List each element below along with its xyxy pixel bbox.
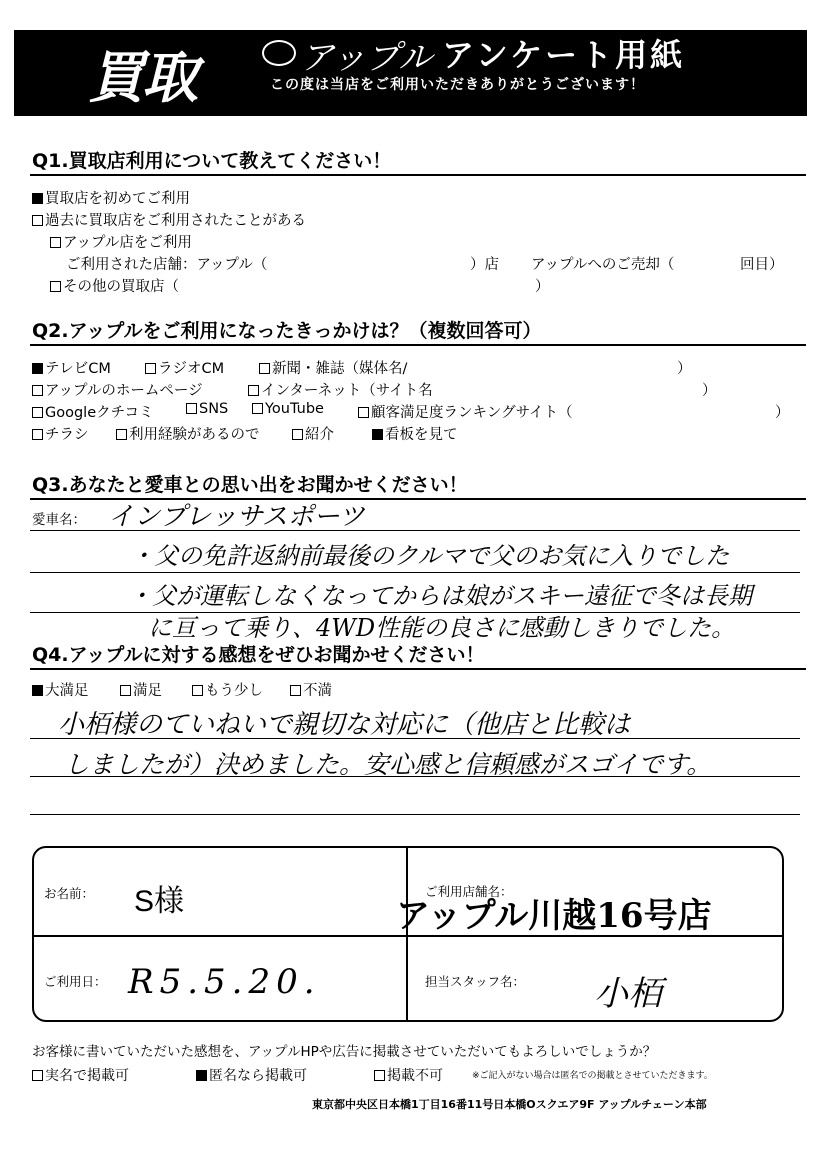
writing-line bbox=[30, 814, 800, 815]
checkbox[interactable] bbox=[32, 385, 43, 396]
car-name-value[interactable]: インプレッサスポーツ bbox=[108, 502, 365, 532]
footer-address: 東京都中央区日本橋1丁目16番11号日本橋Oスクエア9F アップルチェーン本部 bbox=[312, 1098, 707, 1111]
writing-line bbox=[30, 738, 800, 739]
checkbox[interactable] bbox=[32, 1070, 43, 1081]
checkbox[interactable] bbox=[116, 429, 127, 440]
q1-store-suffix: ）店 bbox=[470, 257, 499, 273]
q2-option-radio[interactable]: ラジオCM bbox=[145, 357, 224, 378]
checkbox[interactable] bbox=[145, 363, 156, 374]
q2-divider bbox=[30, 344, 806, 346]
store-name-value[interactable]: アップル川越16号店 bbox=[396, 896, 712, 936]
q1-store-label: ご利用された店舗：アップル（ bbox=[66, 257, 268, 273]
q2-option-sns[interactable]: SNS bbox=[186, 401, 228, 417]
checkbox[interactable] bbox=[50, 237, 61, 248]
q2-option-ranking[interactable]: 顧客満足度ランキングサイト（ bbox=[358, 401, 573, 422]
q2-option-youtube[interactable]: YouTube bbox=[252, 401, 324, 417]
q1-sell-label: アップルへのご売却（ bbox=[531, 257, 675, 273]
checkbox[interactable] bbox=[32, 407, 43, 418]
writing-line bbox=[30, 572, 800, 573]
q2-option-signboard[interactable]: 看板を見て bbox=[372, 423, 458, 444]
q4-option-very-satisfied[interactable]: 大満足 bbox=[32, 679, 89, 700]
q2-close-1: ） bbox=[677, 361, 692, 377]
apple-brand-icon bbox=[262, 40, 296, 66]
checkbox-checked[interactable] bbox=[32, 193, 43, 204]
writing-line bbox=[30, 530, 800, 531]
q4-option-unsatisfied[interactable]: 不満 bbox=[290, 679, 332, 700]
q3-memory-line-2[interactable]: ・父が運転しなくなってからは娘がスキー遠征で冬は長期 bbox=[128, 582, 752, 610]
writing-line bbox=[30, 776, 800, 777]
checkbox-checked[interactable] bbox=[32, 363, 43, 374]
q2-option-tv[interactable]: テレビCM bbox=[32, 357, 111, 378]
q3-heading: Q3.あなたと愛車との思い出をお聞かせください！ bbox=[32, 474, 468, 496]
q1-option-apple[interactable]: アップル店をご利用 bbox=[50, 231, 192, 252]
q4-option-bit-more[interactable]: もう少し bbox=[192, 679, 263, 700]
staff-value[interactable]: 小栢 bbox=[594, 974, 662, 1014]
checkbox[interactable] bbox=[50, 281, 61, 292]
checkbox[interactable] bbox=[32, 215, 43, 226]
q4-option-satisfied[interactable]: 満足 bbox=[120, 679, 162, 700]
checkbox[interactable] bbox=[192, 685, 203, 696]
consent-real-name[interactable]: 実名で掲載可 bbox=[32, 1065, 129, 1085]
q1-option-first[interactable]: 買取店を初めてご利用 bbox=[32, 187, 190, 208]
name-value[interactable]: S様 bbox=[134, 885, 185, 918]
q2-option-referral[interactable]: 紹介 bbox=[292, 423, 334, 444]
q3-memory-line-1[interactable]: ・父の免許返納前最後のクルマで父のお気に入りでした bbox=[130, 542, 730, 570]
q2-option-google[interactable]: Googleクチコミ bbox=[32, 401, 154, 422]
q2-close-2: ） bbox=[702, 383, 717, 399]
checkbox[interactable] bbox=[32, 429, 43, 440]
consent-question: お客様に書いていただいた感想を、アップルHPや広告に掲載させていただいてもよろしいでしょうか？ bbox=[32, 1044, 657, 1060]
checkbox[interactable] bbox=[120, 685, 131, 696]
q4-heading: Q4.アップルに対する感想をぜひお聞かせください！ bbox=[32, 644, 485, 666]
checkbox[interactable] bbox=[259, 363, 270, 374]
q1-option-other[interactable]: その他の買取店（ bbox=[50, 275, 179, 296]
q2-option-news[interactable]: 新聞・雑誌（媒体名/ bbox=[259, 357, 407, 378]
checkbox[interactable] bbox=[292, 429, 303, 440]
checkbox-checked[interactable] bbox=[372, 429, 383, 440]
checkbox[interactable] bbox=[290, 685, 301, 696]
q1-divider bbox=[30, 174, 806, 176]
checkbox[interactable] bbox=[252, 403, 263, 414]
q1-other-close: ） bbox=[535, 279, 550, 295]
q1-heading: Q1.買取店利用について教えてください！ bbox=[32, 150, 392, 172]
q2-heading: Q2.アップルをご利用になったきっかけは？（複数回答可） bbox=[32, 320, 542, 342]
q2-close-3: ） bbox=[775, 405, 790, 421]
store-name-label: ご利用店舗名： bbox=[425, 884, 513, 899]
kaitori-logo: 買取 bbox=[88, 46, 196, 111]
q1-sell-suffix: 回目） bbox=[740, 257, 784, 273]
checkbox-checked[interactable] bbox=[196, 1070, 207, 1081]
checkbox[interactable] bbox=[358, 407, 369, 418]
name-label: お名前： bbox=[44, 886, 95, 901]
q2-option-internet[interactable]: インターネット（サイト名 bbox=[248, 379, 433, 400]
q2-option-homepage[interactable]: アップルのホームページ bbox=[32, 379, 203, 400]
car-name-label: 愛車名： bbox=[32, 512, 86, 528]
q1-option-past[interactable]: 過去に買取店をご利用されたことがある bbox=[32, 209, 306, 230]
checkbox[interactable] bbox=[374, 1070, 385, 1081]
consent-not-allowed[interactable]: 掲載不可 bbox=[374, 1065, 443, 1085]
q4-divider bbox=[30, 668, 806, 670]
date-value[interactable]: R5.5.20. bbox=[128, 962, 321, 1002]
checkbox[interactable] bbox=[186, 403, 197, 414]
page-title: アンケート用紙 bbox=[442, 36, 686, 74]
brand-logo: アップル bbox=[300, 38, 433, 78]
q4-comment-line-1[interactable]: 小栢様のていねいで親切な対応に（他店と比較は bbox=[58, 710, 631, 740]
consent-note: ※ご記入がない場合は匿名での掲載とさせていただきます。 bbox=[472, 1071, 713, 1081]
q3-memory-line-3[interactable]: に亘って乗り、4WD性能の良さに感動しきりでした。 bbox=[148, 614, 736, 642]
q2-option-flyer[interactable]: チラシ bbox=[32, 423, 89, 444]
checkbox-checked[interactable] bbox=[32, 685, 43, 696]
q2-option-experience[interactable]: 利用経験があるので bbox=[116, 423, 260, 444]
staff-label: 担当スタッフ名： bbox=[425, 974, 526, 989]
page-subtitle: この度は当店をご利用いただきありがとうございます！ bbox=[270, 77, 645, 93]
consent-anonymous[interactable]: 匿名なら掲載可 bbox=[196, 1065, 307, 1085]
date-label: ご利用日： bbox=[44, 974, 107, 989]
q4-comment-line-2[interactable]: しましたが）決めました。安心感と信頼感がスゴイです。 bbox=[64, 750, 712, 779]
checkbox[interactable] bbox=[248, 385, 259, 396]
